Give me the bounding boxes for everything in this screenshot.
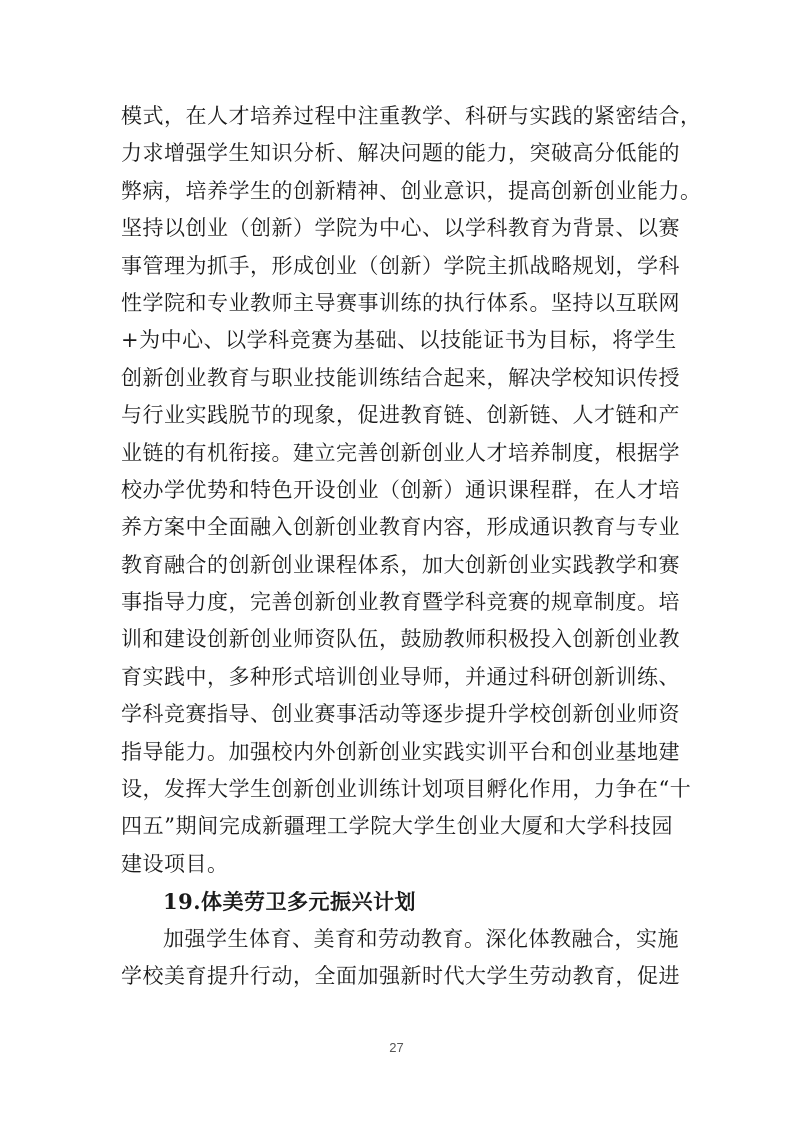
text-line: 事管理为抓手，形成创业（创新）学院主抓战略规划，学科: [121, 253, 680, 278]
text-line: 训和建设创新创业师资队伍，鼓励教师积极投入创新创业教: [121, 627, 680, 652]
text-line: +为中心、以学科竞赛为基础、以技能证书为目标，将学生: [121, 328, 677, 353]
text-line: 四五”期间完成新疆理工学院大学生创业大厦和大学科技园: [121, 814, 673, 839]
body-text: [121, 98, 702, 995]
text-line: 学校美育提升行动，全面加强新时代大学生劳动教育，促进: [121, 963, 680, 988]
text-line: 模式，在人才培养过程中注重教学、科研与实践的紧密结合，: [121, 104, 702, 128]
text-line: 弊病，培养学生的创新精神、创业意识，提高创新创业能力。: [121, 178, 702, 203]
text-line: 学科竞赛指导、创业赛事活动等逐步提升学校创新创业师资: [121, 702, 680, 727]
text-line: 加强学生体育、美育和劳动教育。深化体教融合，实施: [163, 926, 679, 951]
text-line: 事指导力度，完善创新创业教育暨学科竞赛的规章制度。培: [121, 590, 680, 615]
text-line: 设，发挥大学生创新创业训练计划项目孵化作用，力争在“十: [121, 777, 692, 802]
text-line: 教育融合的创新创业课程体系，加大创新创业实践教学和赛: [121, 552, 680, 577]
text-line: 建设项目。: [121, 851, 229, 876]
text-line: 指导能力。加强校内外创新创业实践实训平台和创业基地建: [121, 739, 680, 764]
text-line: 力求增强学生知识分析、解决问题的能力，突破高分低能的: [121, 141, 680, 166]
text-line: 与行业实践脱节的现象，促进教育链、创新链、人才链和产: [121, 403, 680, 428]
section-heading: 19.体美劳卫多元振兴计划: [163, 889, 417, 915]
text-line: 业链的有机衔接。建立完善创新创业人才培养制度，根据学: [121, 440, 680, 465]
page-number: 27: [389, 1040, 404, 1055]
text-line: 性学院和专业教师主导赛事训练的执行体系。坚持以互联网: [121, 290, 680, 315]
text-line: 校办学优势和特色开设创业（创新）通识课程群，在人才培: [121, 477, 680, 502]
text-line: 坚持以创业（创新）学院为中心、以学科教育为背景、以赛: [121, 216, 680, 241]
text-line: 养方案中全面融入创新创业教育内容，形成通识教育与专业: [121, 515, 680, 540]
text-line: 育实践中，多种形式培训创业导师，并通过科研创新训练、: [121, 664, 680, 689]
text-line: 创新创业教育与职业技能训练结合起来，解决学校知识传授: [121, 365, 680, 390]
